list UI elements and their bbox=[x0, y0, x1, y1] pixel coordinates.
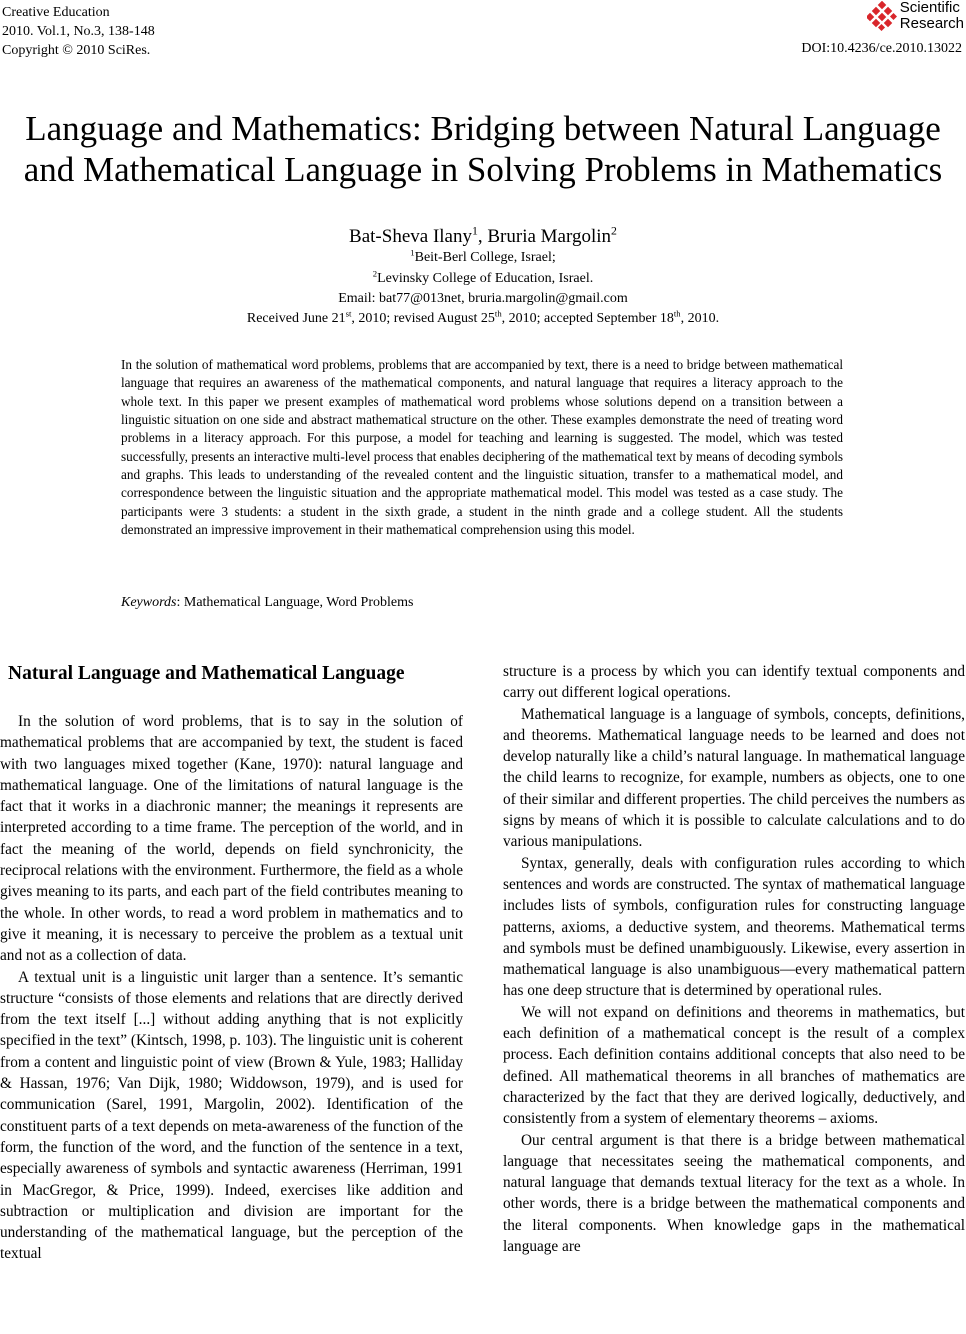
title-line-1: Language and Mathematics: Bridging between Natural Language bbox=[25, 109, 941, 148]
title-line-2: and Mathematical Language in Solving Problems in Mathematics bbox=[23, 150, 943, 189]
abstract: In the solution of mathematical word problems, problems that are accompanied by text, there is a need to bridge between mathematical language that requires an awareness of the mathematical components, and natural language that requires a literacy approach to the whole text. In this paper we present examples of mathematical word problems whose solutions depend on a transition between a linguistic situation on one side and abstract mathematical structure on the other. These examples demonstrate the need of treating word problems in a literacy approach. For this purpose, a model for teaching and learning is suggested. The model, which was tested successfully, presents an interactive multi-level process that enables deciphering of the mathematical text by means of decoding symbols and graphs. This leads to understanding of the revealed content and the linguistic situation, transfer to a mathematical model, and correspondence between the linguistic situation and the appropriate mathematical model. This model was tested as a case study. The participants were 3 students: a student in the sixth grade, a student in the ninth grade and a college student. All the students demonstrated an impressive improvement in their mathematical comprehension using this model. bbox=[121, 357, 843, 538]
paragraph: Our central argument is that there is a bridge between mathematical language that necessitates seeing the mathematical components, and natural language that demands textual literacy for the text as a whole. In other words, there is a bridge between the mathematical components and the literal components. When knowledge gaps in the mathematical language are bbox=[503, 1131, 965, 1256]
author-list bbox=[0, 225, 966, 249]
affiliation-2: $^2$Levinsky College of Education, Israel. bbox=[372, 268, 594, 286]
journal-name: Creative Education bbox=[2, 5, 110, 20]
author-2-affiliation: 2 bbox=[611, 224, 617, 238]
publisher-logo bbox=[867, 0, 964, 32]
author-2: Bruria Margolin bbox=[487, 226, 612, 247]
keywords-label: Keywords bbox=[121, 595, 177, 610]
affiliation-1: $^1$Beit-Berl College, Israel; bbox=[410, 247, 556, 265]
keywords-value: : Mathematical Language, Word Problems bbox=[176, 595, 414, 610]
paragraph: In the solution of word problems, that is to say in the solution of mathematical problems that are accompanied by text, the student is faced with two languages mixed together (Kane, 1970): natural language and mathematical language. One of the limitations of natural language is the fact that it works in a diachronic manner; the meanings it represents are interpreted according to a time frame. The perception of the world, and in fact the meaning of the world, depends on field synchronicity, the reciprocal relations with the environment. Furthermore, the field as a whole gives meaning to its parts, and each part of the field contributes meaning to the whole. In other words, to read a word problem in mathematics and to give it meaning, it is necessary to perceive the problem as a textual unit and not as a collection of data. bbox=[0, 713, 463, 965]
author-1: Bat-Sheva Ilany bbox=[349, 226, 472, 247]
copyright-line: Copyright © 2010 SciRes. bbox=[2, 43, 151, 58]
journal-header bbox=[2, 3, 155, 60]
paragraph-continuation: structure is a process by which you can identify textual components and carry out different logical operations. bbox=[503, 663, 965, 702]
section-heading: Natural Language and Mathematical Language bbox=[8, 663, 405, 684]
publisher-name bbox=[900, 0, 964, 32]
author-1-affiliation: 1 bbox=[471, 224, 478, 238]
paper-title bbox=[0, 108, 966, 190]
journal-volume: 2010. Vol.1, No.3, 138-148 bbox=[2, 24, 155, 39]
left-column bbox=[0, 711, 463, 1265]
publisher-line2: Research bbox=[899, 15, 964, 32]
keywords bbox=[121, 595, 413, 611]
paragraph: Syntax, generally, deals with configuration rules according to which sentences and words are constructed. The syntax of mathematical language includes lists of symbols, configuration rules for constructing language patterns, axioms, a deductive system, and theorems. Mathematical terms and symbols must be defined unambiguously. Likewise, every assertion in mathematical language is also unambiguous—every mathematical pattern has one deep structure that is determined by operational rules. bbox=[503, 854, 965, 1000]
paragraph: Mathematical language is a language of symbols, concepts, definitions, and theorems. Mathematical language needs to be learned and does not develop naturally like a child’s natural language. In mathematical language the child learns to recognize, for example, numbers as objects, one to one of their similar and different properties. The child perceives the numbers as signs by means of which it is possible to calculate calculations and to do various manipulations. bbox=[503, 705, 965, 851]
scirp-logo-icon bbox=[867, 1, 897, 31]
doi: DOI:10.4236/ce.2010.13022 bbox=[801, 41, 962, 56]
author-separator: , bbox=[477, 226, 488, 247]
publisher-line1: Scientific bbox=[899, 0, 960, 16]
paragraph: A textual unit is a linguistic unit larger than a sentence. It’s semantic structure “consists of those elements and relations that are directly derived from the text itself [...] without adding anything that is not explicitly specified in the text” (Kintsch, 1998, p. 103). The linguistic unit is coherent from a content and linguistic point of view (Brown & Yule, 1983; Halliday & Hassan, 1976; Van Dijk, 1980; Widdowson, 1979), and is used for communication (Sarel, 1991, Margolin, 2002). Identification of the constituent parts of a text depends on meta-awareness of the function of the form, the function of the word, and the function of the sentence in a text, especially awareness of symbols and syntactic awareness (Herriman, 1991 in MacGregor, & Price, 1999). Indeed, exercises like addition and subtraction or multiplication and division are important for the understanding of the mathematical language, but the perception of the textual bbox=[0, 968, 463, 1263]
author-email: Email: bat77@013net, bruria.margolin@gmail.com bbox=[338, 291, 628, 306]
paragraph: We will not expand on definitions and theorems in mathematics, but each definition of a mathematical concept is the result of a complex process. Each definition contains additional concepts that also need to be defined. All mathematical theorems in all branches of mathematics are characterized by the fact that they are derived logically, deductively, and consistently from a system of elementary theorems – axioms. bbox=[503, 1003, 965, 1128]
received-dates: Received June 21st, 2010; revised August 25th, 2010; accepted September 18th, 2010. bbox=[246, 308, 720, 326]
right-column bbox=[503, 661, 965, 1257]
